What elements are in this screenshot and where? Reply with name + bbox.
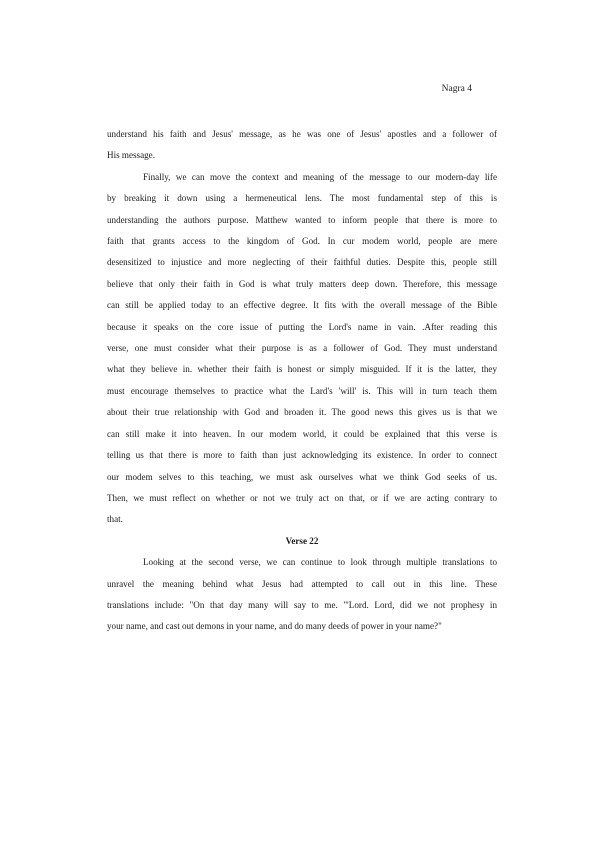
text-line: Finally, we can move the context and meaning of the message to our modern-day life [143,171,497,182]
section-heading: Verse 22 [285,535,319,546]
text-line: can still make it into heaven. In our modem world, it could be explained that this verse is [107,428,497,439]
text-line: translations include: "On that day many will say to me. '"Lord. Lord, did we not prophesy in [107,599,497,610]
text-line: His message. [107,150,155,161]
page-header: Nagra 4 [441,84,472,94]
text-line: what they believe in. whether their faith is honest or simply misguided. If it is the latter, they [107,364,497,375]
text-line: Then, we must reflect on whether or not we truly act on that, or if we are acting contrary to [107,492,497,503]
text-line: understand his faith and Jesus' message, as he was one of Jesus' apostles and a follower of [107,129,497,139]
paragraph-3 [107,552,497,638]
paragraph-2 [107,167,497,531]
document-body [107,124,497,638]
text-line: verse, one must consider what their purpose is as a follower of God. They must understand [107,343,497,354]
text-line: about their true relationship with God and broaden it. The good news this gives us is that we [107,407,497,418]
text-line: Looking at the second verse, we can continue to look through multiple translations to [143,557,497,568]
text-line: telling us that there is more to faith than just acknowledging its existence. In order to connect [107,450,497,461]
text-line: must encourage themselves to practice what the Lard's 'will' is. This will in turn teach them [107,385,497,396]
text-line: believe that only their faith in God is what truly matters deep down. Therefore, this message [107,278,497,289]
text-line: by breaking it down using a hermeneutical lens. The most fundamental step of this is [107,193,497,204]
text-line: because it speaks on the core issue of putting the Lord's name in vain. .After reading this [107,321,497,332]
text-line: understanding the authors purpose. Matthew wanted to inform people that there is more to [107,214,497,225]
text-line: that. [107,514,123,525]
text-line: our modem selves to this teaching, we must ask ourselves what we think God seeks of us. [107,471,497,482]
text-line: unravel the meaning behind what Jesus had attempted to call out in this line. These [107,578,497,589]
paragraph-1 [107,124,497,167]
text-line: can still be applied today to an effective degree. It fits with the overall message of the Bible [107,300,497,311]
text-line: desensitized to injustice and more neglecting of their faithful duties. Despite this, people still [107,257,497,268]
text-line: faith that grants access to the kingdom of God. In cur modem world, people are mere [107,236,497,247]
text-line: your name, and cast out demons in your name, and do many deeds of power in your name?" [107,621,442,632]
